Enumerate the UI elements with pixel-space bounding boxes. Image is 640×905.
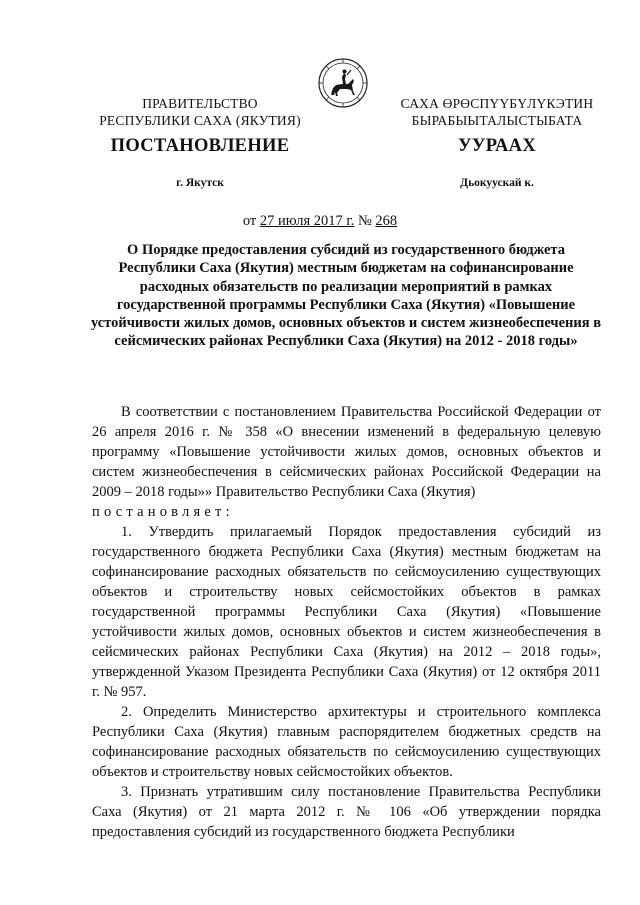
- document-type-russian: ПОСТАНОВЛЕНИЕ: [110, 136, 290, 156]
- republic-coat-of-arms-icon: [318, 58, 368, 108]
- date-prefix: от: [242, 213, 257, 229]
- city-russian: г. Якутск: [176, 177, 224, 189]
- item-3-paragraph: 3. Признать утратившим силу постановление Правительства Республики Саха (Якутия) от 21 марта 2012 г. № 106 «Об утверждении порядка предоставления субсидий из государственного бюджета Республики: [92, 784, 601, 840]
- decree-number: 268: [375, 213, 398, 229]
- government-name-yakut: [382, 95, 612, 129]
- org-right-line-1: САХА ӨРӨСПҮҮБҮЛҮКЭТИН: [400, 96, 594, 111]
- government-name-russian: [90, 95, 310, 129]
- decree-word-text: постановляет:: [92, 504, 234, 520]
- item-1-paragraph: 1. Утвердить прилагаемый Порядок предоставления субсидий из государственного бюджета Республики Саха (Якутия) местным бюджетам на софинансирование расходных обязательств по сейсмоусилению существующих объектов и строительству новых сейсмостойких объектов в рамках государственной программы Республики Саха (Якутия) «Повышение устойчивости жилых домов, основных объектов и систем жизнеобеспечения в сейсмических районах Республики Саха (Якутия) на 2012 – 2018 годы», утвержденной Указом Президента Республики Саха (Якутия) от 12 октября 2011 г. № 957.: [92, 524, 601, 700]
- number-label: №: [357, 213, 372, 229]
- decree-date: 27 июля 2017 г.: [259, 213, 355, 229]
- org-left-line-2: РЕСПУБЛИКИ САХА (ЯКУТИЯ): [99, 113, 301, 128]
- preamble-paragraph: В соответствии с постановлением Правительства Российской Федерации от 26 апреля 2016 г. № 358 «О внесении изменений в федеральную целевую программу «Повышение устойчивости жилых домов, основных объектов и систем жизнеобеспечения в сейсмических районах Российской Федерации на 2009 – 2018 годы»» Правительство Республики Саха (Якутия): [92, 404, 601, 500]
- city-yakut: Дьокуускай к.: [460, 177, 534, 189]
- item-2-paragraph: 2. Определить Министерство архитектуры и строительного комплекса Республики Саха (Якутия) главным распорядителем бюджетных средств на софинансирование расходных обязательств по сейсмоусилению существующих объектов и строительству новых сейсмостойких объектов.: [92, 704, 601, 780]
- decree-title: О Порядке предоставления субсидий из государственного бюджета Республики Саха (Якутия) местным бюджетам на софинансирование расходных обязательств по реализации мероприятий в рамках государственной программы Республики Саха (Якутия) «Повышение устойчивости жилых домов, основных объектов и систем жизнеобеспечения в сейсмических районах Республики Саха (Якутия) на 2012 - 2018 годы»: [90, 242, 602, 350]
- org-right-line-2: БЫРАБЫЫТАЛЫСТЫБАТА: [411, 113, 583, 128]
- document-type-yakut: УУРААХ: [458, 136, 536, 156]
- decree-word: [92, 502, 601, 522]
- decree-body: [92, 402, 601, 842]
- decree-date-number: [0, 213, 640, 230]
- org-left-line-1: ПРАВИТЕЛЬСТВО: [142, 96, 258, 111]
